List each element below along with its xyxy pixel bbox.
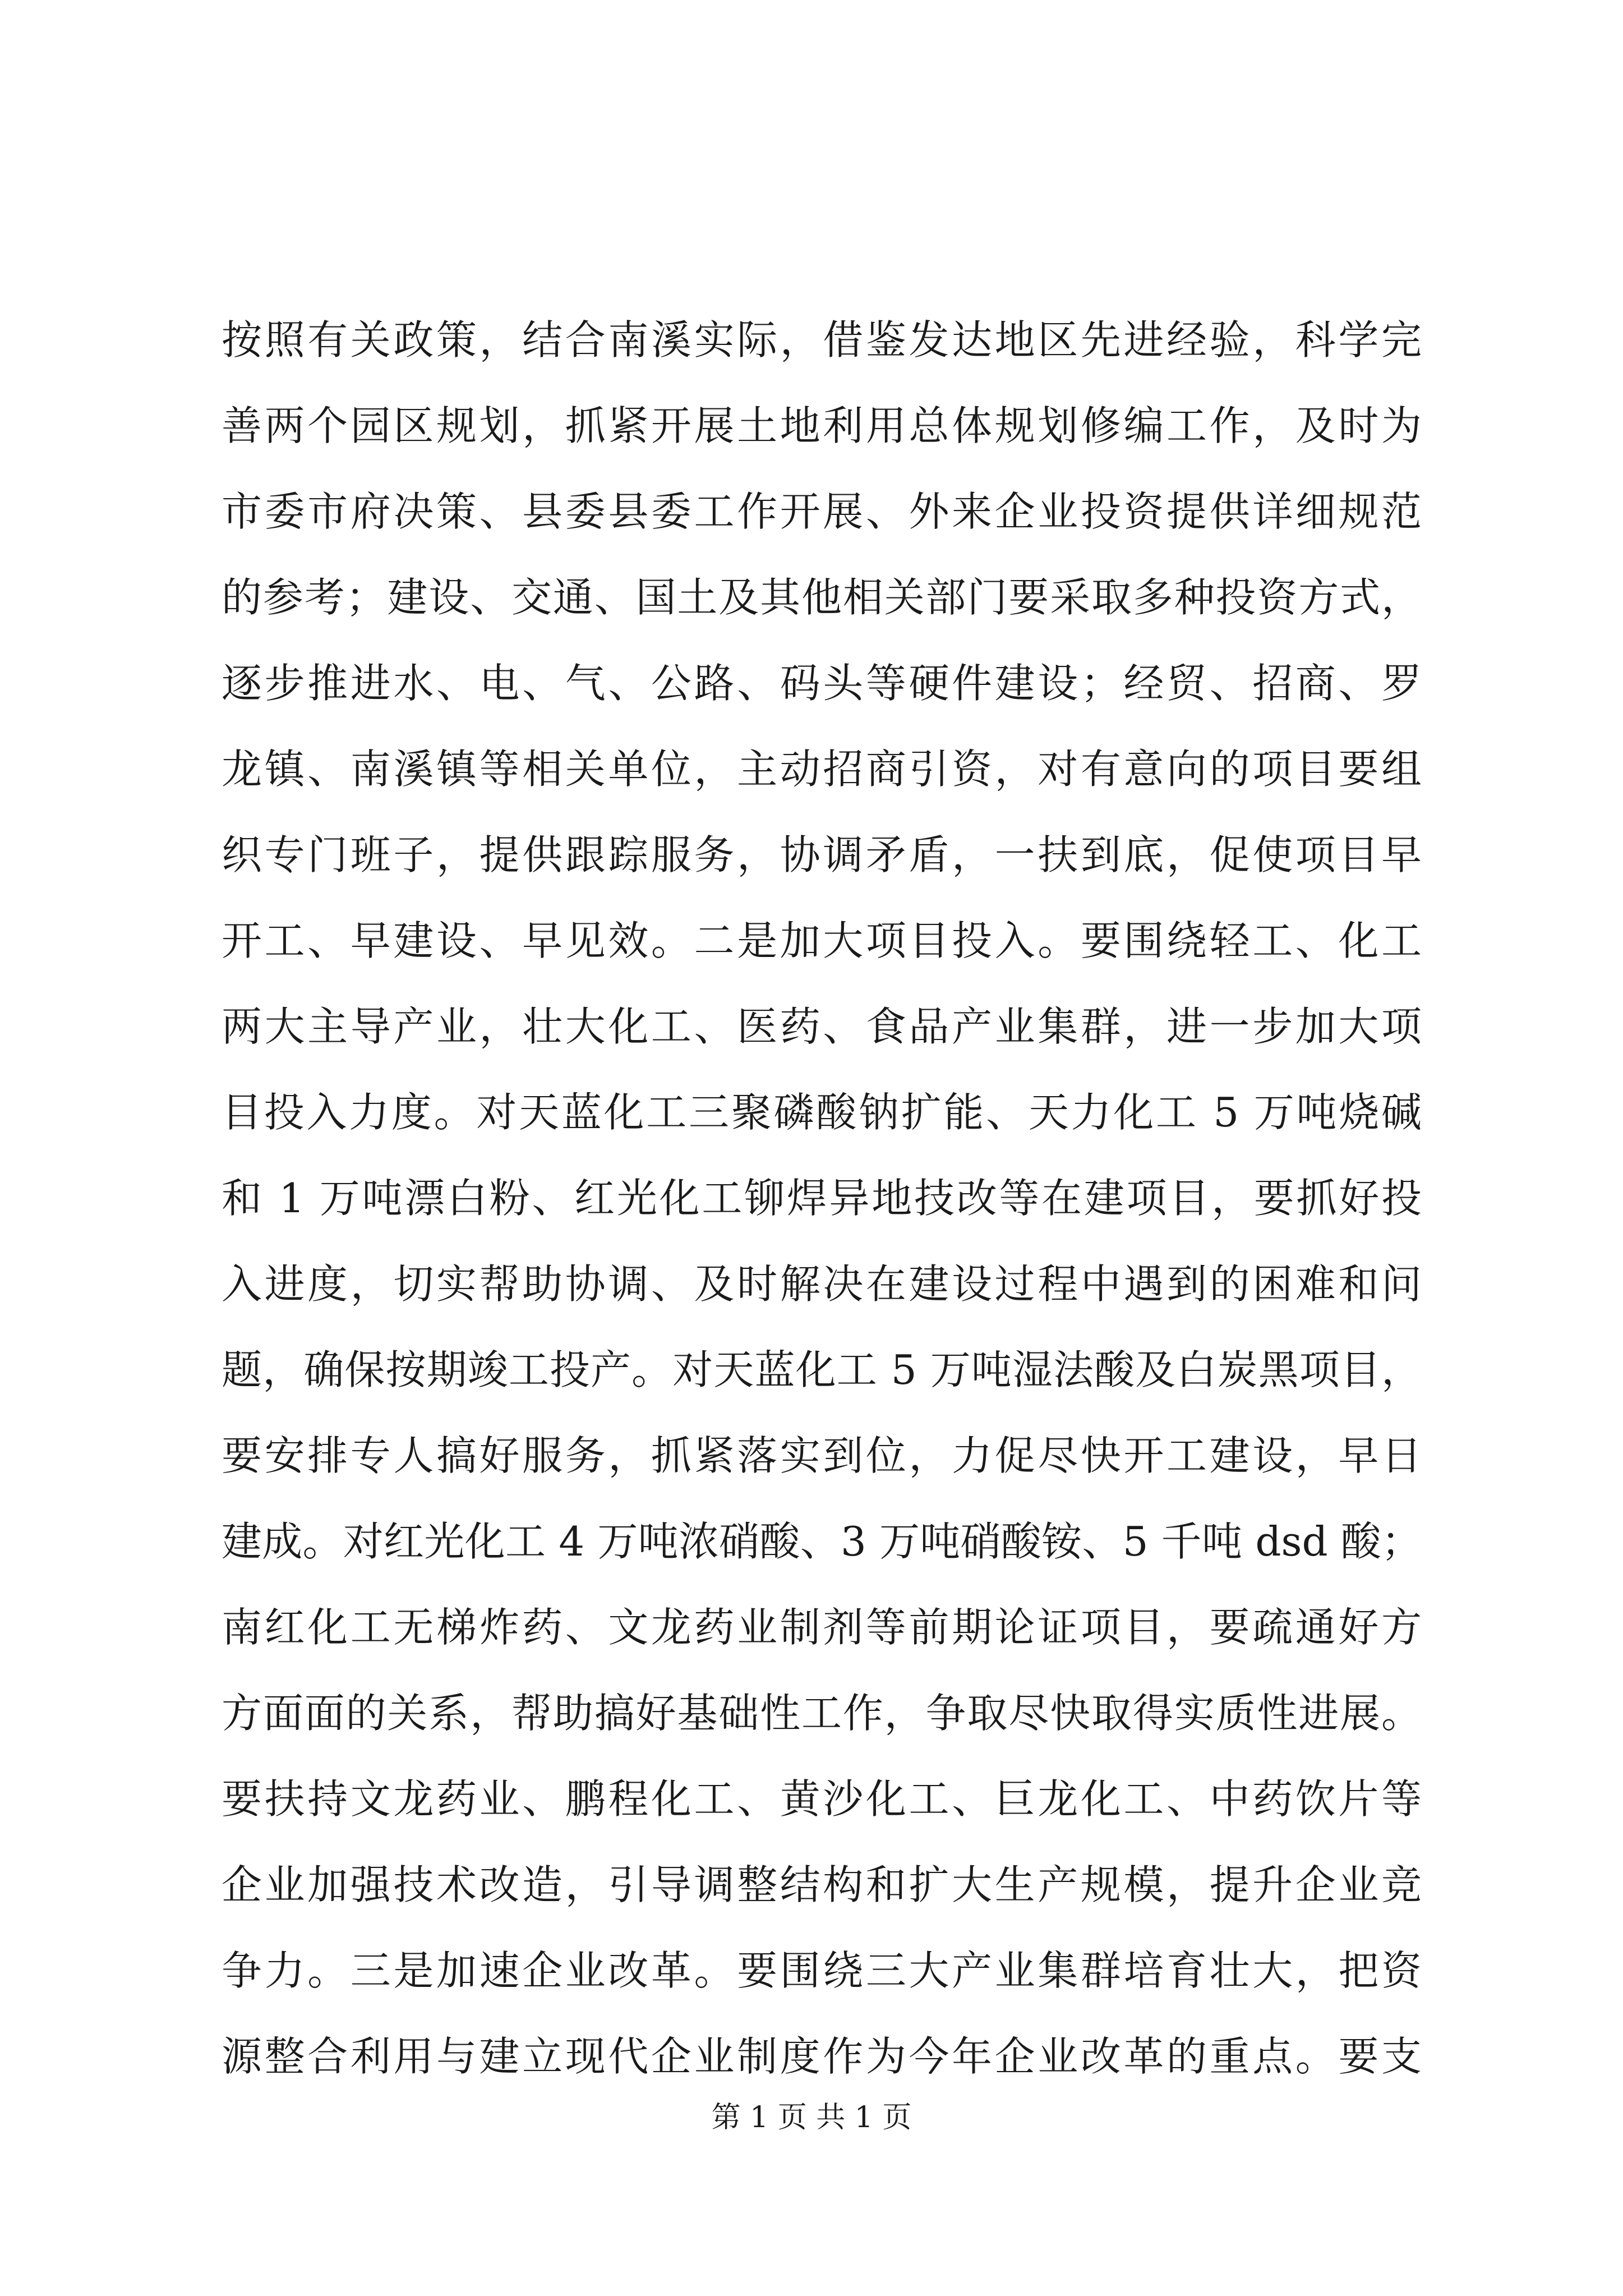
text-line-7: 织专门班子，提供跟踪服务，协调矛盾，一扶到底，促使项目早: [222, 831, 1422, 878]
text-line-1: 按照有关政策，结合南溪实际，借鉴发达地区先进经验，科学完: [222, 316, 1422, 364]
text-line-3: 市委市府决策、县委县委工作开展、外来企业投资提供详细规范: [222, 488, 1422, 535]
text-line-21: 源整合利用与建立现代企业制度作为今年企业改革的重点。要支: [222, 2033, 1422, 2080]
text-line-4: 的参考；建设、交通、国土及其他相关部门要采取多种投资方式，: [222, 574, 1422, 621]
page-footer: [0, 2098, 1623, 2137]
text-line-2: 善两个园区规划，抓紧开展土地利用总体规划修编工作，及时为: [222, 402, 1422, 449]
text-line-12: 入进度，切实帮助协调、及时解决在建设过程中遇到的困难和问: [222, 1260, 1422, 1308]
text-line-13: 题，确保按期竣工投产。对天蓝化工 5 万吨湿法酸及白炭黑项目，: [222, 1346, 1422, 1393]
text-line-18: 要扶持文龙药业、鹏程化工、黄沙化工、巨龙化工、中药饮片等: [222, 1775, 1422, 1823]
body-text: [222, 297, 1422, 2100]
text-line-11: 和 1 万吨漂白粉、红光化工铆焊异地技改等在建项目，要抓好投: [222, 1175, 1422, 1222]
text-line-5: 逐步推进水、电、气、公路、码头等硬件建设；经贸、招商、罗: [222, 660, 1422, 707]
text-line-9: 两大主导产业，壮大化工、医药、食品产业集群，进一步加大项: [222, 1003, 1422, 1050]
text-line-14: 要安排专人搞好服务，抓紧落实到位，力促尽快开工建设，早日: [222, 1432, 1422, 1479]
text-line-17: 方面面的关系，帮助搞好基础性工作，争取尽快取得实质性进展。: [222, 1690, 1422, 1737]
text-line-6: 龙镇、南溪镇等相关单位，主动招商引资，对有意向的项目要组: [222, 746, 1422, 793]
text-line-10: 目投入力度。对天蓝化工三聚磷酸钠扩能、天力化工 5 万吨烧碱: [222, 1089, 1422, 1136]
text-line-16: 南红化工无梯炸药、文龙药业制剂等前期论证项目，要疏通好方: [222, 1604, 1422, 1651]
text-line-15: 建成。对红光化工 4 万吨浓硝酸、3 万吨硝酸铵、5 千吨 dsd 酸；: [222, 1518, 1422, 1565]
text-line-8: 开工、早建设、早见效。二是加大项目投入。要围绕轻工、化工: [222, 917, 1422, 964]
text-line-20: 争力。三是加速企业改革。要围绕三大产业集群培育壮大，把资: [222, 1947, 1422, 1994]
page-number-label: 第 1 页 共 1 页: [711, 2101, 912, 2134]
text-line-19: 企业加强技术改造，引导调整结构和扩大生产规模，提升企业竞: [222, 1861, 1422, 1908]
